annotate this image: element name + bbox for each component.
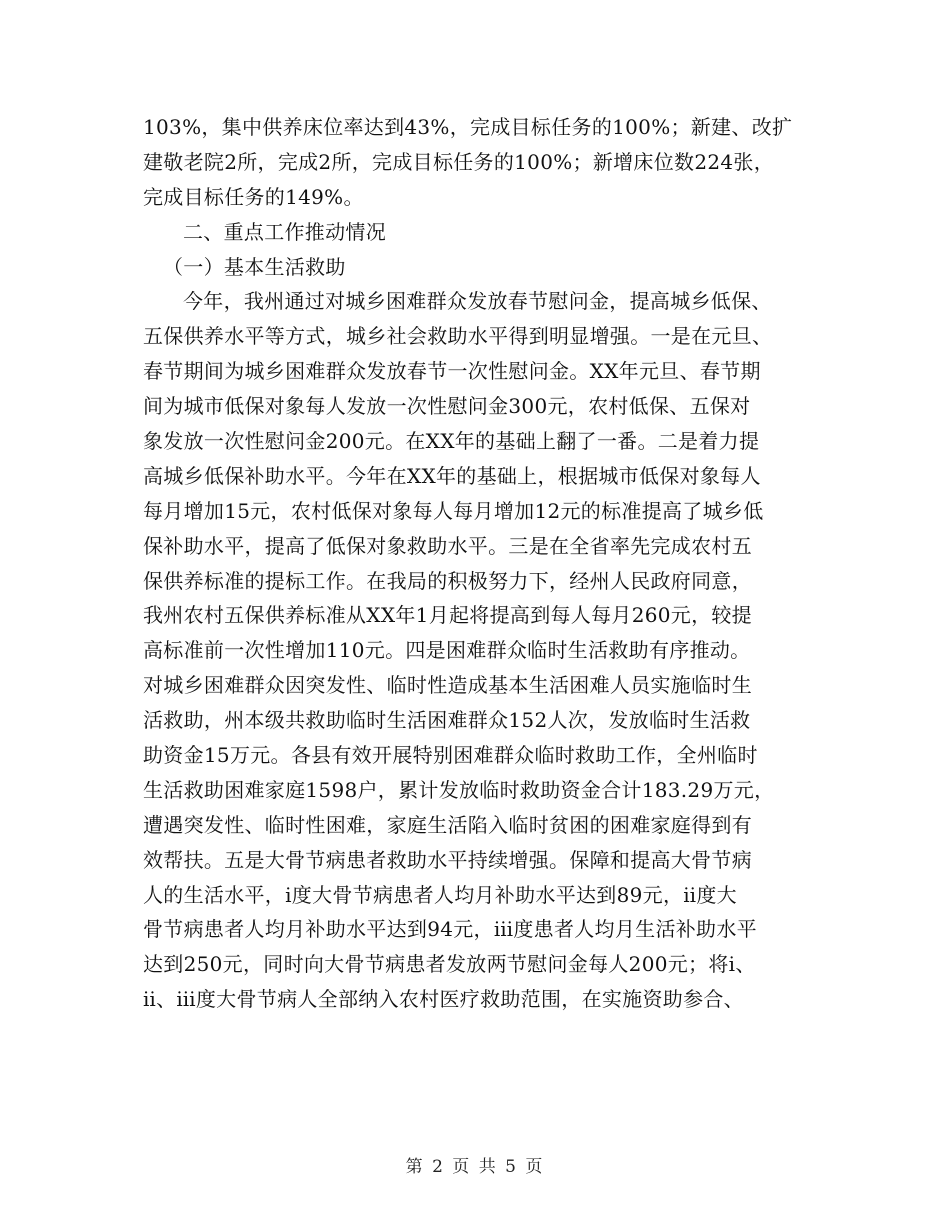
text-line: 骨节病患者人均月补助水平达到94元，ⅲ度患者人均月生活补助水平 xyxy=(143,917,757,942)
subsection-heading: （一）基本生活救助 xyxy=(163,254,346,279)
text-line: 保供养标准的提标工作。在我局的积极努力下，经州人民政府同意， xyxy=(143,568,752,593)
text-line: 人的生活水平，ⅰ度大骨节病患者人均月补助水平达到89元，ⅱ度大 xyxy=(143,882,737,907)
text-line: 助资金15万元。各县有效开展特别困难群众临时救助工作，全州临时 xyxy=(143,743,758,768)
text-line: 达到250元，同时向大骨节病患者发放两节慰问金每人200元；将ⅰ、 xyxy=(143,952,756,977)
text-line: 春节期间为城乡困难群众发放春节一次性慰问金。XX年元旦、春节期 xyxy=(143,359,761,384)
text-line: 间为城市低保对象每人发放一次性慰问金300元，农村低保、五保对 xyxy=(143,394,751,419)
text-line: 活救助，州本级共救助临时生活困难群众152人次，发放临时生活救 xyxy=(143,708,751,733)
text-line: 效帮扶。五是大骨节病患者救助水平持续增强。保障和提高大骨节病 xyxy=(143,847,752,872)
text-line: 每月增加15元，农村低保对象每人每月增加12元的标准提高了城乡低 xyxy=(143,498,764,523)
text-line: 今年，我州通过对城乡困难群众发放春节慰问金，提高城乡低保、 xyxy=(183,289,772,314)
text-line: ⅱ、ⅲ度大骨节病人全部纳入农村医疗救助范围，在实施资助参合、 xyxy=(143,987,744,1012)
page-number-footer: 第 2 页 共 5 页 xyxy=(405,1157,545,1177)
text-line: 生活救助困难家庭1598户，累计发放临时救助资金合计183.29万元， xyxy=(143,777,775,802)
text-line: 五保供养水平等方式，城乡社会救助水平得到明显增强。一是在元旦、 xyxy=(143,324,773,349)
section-heading: 二、重点工作推动情况 xyxy=(183,219,386,244)
text-line: 103%，集中供养床位率达到43%，完成目标任务的100%；新建、改扩 xyxy=(143,115,793,139)
text-line: 我州农村五保供养标准从XX年1月起将提高到每人每月260元，较提 xyxy=(143,603,752,628)
text-line: 完成目标任务的149%。 xyxy=(143,184,364,209)
text-line: 对城乡困难群众因突发性、临时性造成基本生活困难人员实施临时生 xyxy=(143,673,752,698)
text-line: 保补助水平，提高了低保对象救助水平。三是在全省率先完成农村五 xyxy=(143,533,752,558)
body-text xyxy=(143,110,813,1017)
text-line: 高标准前一次性增加110元。四是困难群众临时生活救助有序推动。 xyxy=(143,638,751,663)
text-line: 遭遇突发性、临时性困难，家庭生活陷入临时贫困的困难家庭得到有 xyxy=(143,812,752,837)
text-line: 建敬老院2所，完成2所，完成目标任务的100%；新增床位数224张， xyxy=(143,149,774,174)
text-line: 象发放一次性慰问金200元。在XX年的基础上翻了一番。二是着力提 xyxy=(143,429,760,454)
text-line: 高城乡低保补助水平。今年在XX年的基础上，根据城市低保对象每人 xyxy=(143,463,761,488)
